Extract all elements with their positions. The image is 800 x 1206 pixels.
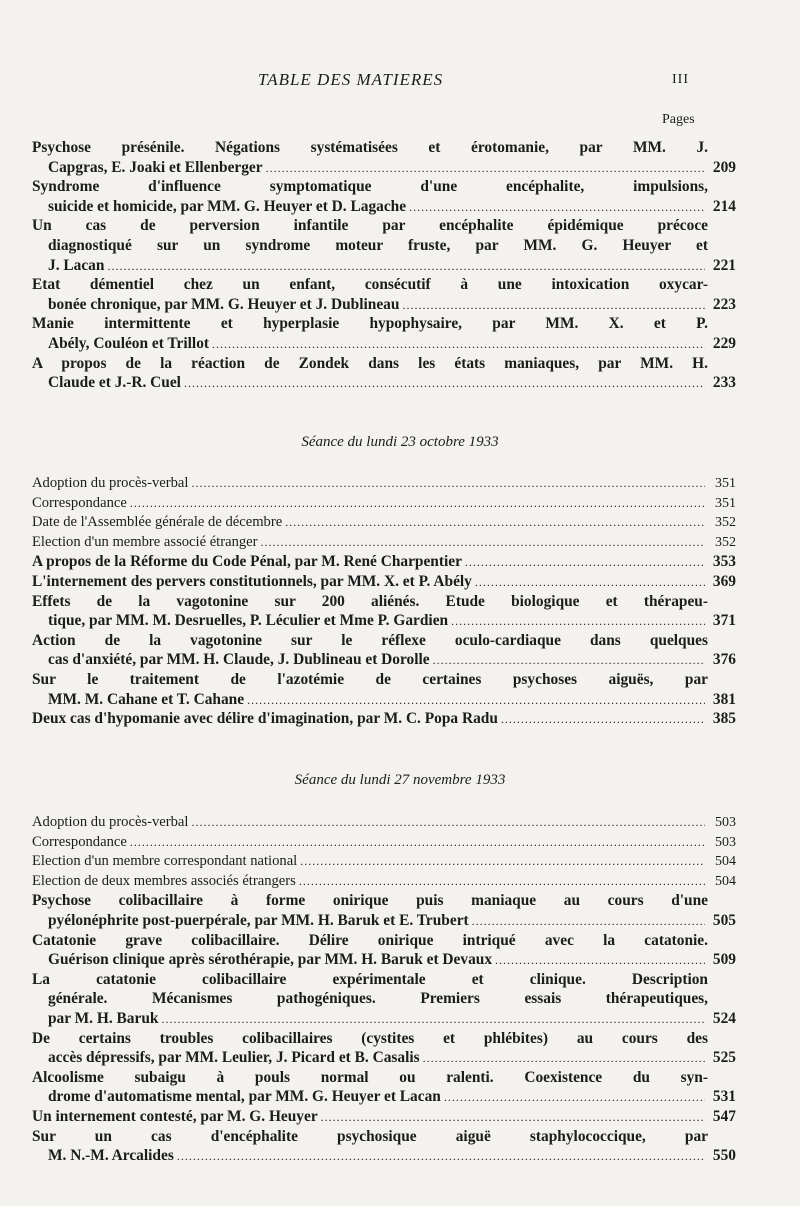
toc-page-number: 351 xyxy=(715,476,736,491)
toc-entry-title: Deux cas d'hypomanie avec délire d'imagination, par M. C. Popa Radu xyxy=(32,710,498,728)
dot-leader xyxy=(472,911,705,931)
toc-entry-title: Catatonie grave colibacillaire. Délire onirique intriqué avec la catatonie. xyxy=(32,931,708,949)
toc-entry-continuation: pyélonéphrite post-puerpérale, par MM. H. Baruk et E. Trubert xyxy=(48,911,469,929)
dot-leader xyxy=(423,1048,705,1068)
toc-entry-title: Un cas de perversion infantile par encéphalite épidémique précoce xyxy=(32,217,708,235)
toc-page-number: 214 xyxy=(712,197,736,215)
toc-section-23-octobre xyxy=(0,474,800,729)
dot-leader xyxy=(402,295,705,315)
toc-page-number: 504 xyxy=(715,873,736,889)
toc-page-number: 525 xyxy=(712,1049,736,1067)
dot-leader xyxy=(130,494,705,514)
toc-page-number: 509 xyxy=(712,951,736,969)
toc-page-number: 505 xyxy=(712,911,736,929)
toc-entry-continuation: Abély, Couléon et Trillot xyxy=(48,334,210,352)
toc-entry-title: Psychose présénile. Négations systématisées et érotomanie, par MM. J. xyxy=(32,139,708,156)
toc-entry xyxy=(0,1068,800,1107)
dot-leader xyxy=(444,1087,705,1107)
toc-entry-continuation: accès dépressifs, par MM. Leulier, J. Picard et B. Casalis xyxy=(48,1049,420,1067)
toc-entry-continuation: Claude et J.-R. Cuel xyxy=(48,374,181,392)
toc-entry xyxy=(0,572,800,592)
dot-leader xyxy=(266,158,705,178)
toc-entry-title: Adoption du procès-verbal xyxy=(32,814,189,830)
toc-entry-title: Syndrome d'influence symptomatique d'une encéphalite, impulsions, xyxy=(32,178,708,196)
section-heading-23-octobre: Séance du lundi 23 octobre 1933 xyxy=(301,434,499,450)
toc-entry xyxy=(0,216,800,275)
toc-entry-continuation: MM. M. Cahane et T. Cahane xyxy=(48,690,245,708)
toc-entry xyxy=(0,709,800,729)
toc-entry-continuation: bonée chronique, par MM. G. Heuyer et J. Dublineau xyxy=(48,295,400,313)
toc-page-number: 369 xyxy=(712,572,736,590)
toc-entry-continuation: Capgras, E. Joaki et Ellenberger xyxy=(48,158,263,176)
toc-entry xyxy=(0,177,800,216)
toc-page-number: 209 xyxy=(712,158,736,176)
dot-leader xyxy=(130,833,705,853)
toc-section-previous xyxy=(0,138,800,393)
toc-entry-title: Election d'un membre associé étranger xyxy=(32,533,258,550)
toc-entry xyxy=(0,513,800,533)
dot-leader xyxy=(495,950,705,970)
dot-leader xyxy=(321,1107,705,1127)
pages-column-label: Pages xyxy=(662,112,695,127)
toc-page-number: 524 xyxy=(712,1009,736,1027)
toc-page-number: 353 xyxy=(712,553,736,571)
toc-entry-title: Adoption du procès-verbal xyxy=(32,475,189,491)
toc-entry-continuation: cas d'anxiété, par MM. H. Claude, J. Dublineau et Dorolle xyxy=(48,651,430,669)
toc-entry-continuation: diagnostiqué sur un syndrome moteur fruste, par MM. G. Heuyer et xyxy=(48,236,708,254)
toc-entry-continuation: par M. H. Baruk xyxy=(48,1009,159,1027)
dot-leader xyxy=(247,690,705,710)
toc-entry-title: Un internement contesté, par M. G. Heuyer xyxy=(32,1107,318,1125)
toc-entry-title: Psychose colibacillaire à forme onirique puis maniaque au cours d'une xyxy=(32,892,708,910)
toc-page-number: 503 xyxy=(715,815,736,830)
toc-page-number: 504 xyxy=(715,854,736,870)
dot-leader xyxy=(300,852,705,872)
running-header xyxy=(0,70,800,94)
toc-entry xyxy=(0,138,800,177)
toc-entry-title: Effets de la vagotonine sur 200 aliénés. Etude biologique et thérapeu- xyxy=(32,592,708,610)
toc-entry xyxy=(0,631,800,670)
toc-page-number: 381 xyxy=(712,690,736,708)
running-title: TABLE DES MATIERES xyxy=(258,70,444,89)
toc-page-number: 352 xyxy=(715,534,736,550)
toc-entry xyxy=(0,1107,800,1127)
toc-page-number: 352 xyxy=(715,515,736,531)
dot-leader xyxy=(465,552,705,572)
dot-leader xyxy=(212,334,705,354)
toc-entry xyxy=(0,552,800,572)
toc-page-number: 371 xyxy=(712,612,736,630)
toc-entry-continuation: J. Lacan xyxy=(48,256,105,274)
dot-leader xyxy=(433,650,705,670)
dot-leader xyxy=(107,256,705,276)
toc-page-number: 547 xyxy=(712,1107,736,1125)
toc-entry xyxy=(0,1127,800,1166)
toc-entry xyxy=(0,275,800,314)
toc-entry xyxy=(0,931,800,970)
dot-leader xyxy=(299,872,705,892)
toc-entry-title: Action de la vagotonine sur le réflexe oculo-cardiaque dans quelques xyxy=(32,631,708,649)
toc-entry xyxy=(0,891,800,930)
toc-entry-continuation: suicide et homicide, par MM. G. Heuyer et D. Lagache xyxy=(48,197,407,215)
dot-leader xyxy=(184,373,705,393)
toc-entry xyxy=(0,833,800,853)
dot-leader xyxy=(501,709,705,729)
toc-entry xyxy=(0,474,800,494)
toc-entry xyxy=(0,852,800,872)
toc-entry-continuation: drome d'automatisme mental, par MM. G. Heuyer et Lacan xyxy=(48,1088,441,1106)
toc-section-27-novembre xyxy=(0,813,800,1166)
toc-page-number: 550 xyxy=(712,1147,736,1165)
toc-entry-title: Correspondance xyxy=(32,833,127,850)
dot-leader xyxy=(409,197,705,217)
dot-leader xyxy=(161,1009,705,1029)
toc-entry xyxy=(0,314,800,353)
toc-entry xyxy=(0,970,800,1029)
toc-entry-title: Election d'un membre correspondant national xyxy=(32,853,298,870)
toc-page-number: 385 xyxy=(712,710,736,728)
toc-page-number: 233 xyxy=(712,374,736,392)
toc-page-number: 531 xyxy=(712,1088,736,1106)
toc-entry-title: A propos de la réaction de Zondek dans les états maniaques, par MM. H. xyxy=(32,354,708,372)
dot-leader xyxy=(285,513,705,533)
toc-page-number: 223 xyxy=(712,295,736,313)
toc-page-number: 351 xyxy=(715,495,736,511)
toc-entry-continuation: générale. Mécanismes pathogéniques. Premiers essais thérapeutiques, xyxy=(48,990,708,1008)
dot-leader xyxy=(191,474,705,494)
toc-entry-title: A propos de la Réforme du Code Pénal, par M. René Charpentier xyxy=(32,553,462,571)
toc-entry xyxy=(0,1029,800,1068)
toc-entry-title: Alcoolisme subaigu à pouls normal ou ralenti. Coexistence du syn- xyxy=(32,1068,708,1086)
toc-entry-continuation: Guérison clinique après sérothérapie, par MM. H. Baruk et Devaux xyxy=(48,951,493,969)
toc-page-number: 229 xyxy=(712,334,736,352)
toc-entry-title: Sur un cas d'encéphalite psychosique aiguë staphylococcique, par xyxy=(32,1127,708,1145)
dot-leader xyxy=(191,813,705,833)
toc-entry-title: Date de l'Assemblée générale de décembre xyxy=(32,514,283,531)
toc-entry xyxy=(0,533,800,553)
toc-entry xyxy=(0,670,800,709)
dot-leader xyxy=(451,611,705,631)
toc-page-number: 376 xyxy=(712,651,736,669)
toc-entry xyxy=(0,354,800,393)
toc-entry-title: Correspondance xyxy=(32,494,127,511)
section-heading-27-novembre: Séance du lundi 27 novembre 1933 xyxy=(294,772,506,788)
toc-entry-continuation: M. N.-M. Arcalides xyxy=(48,1147,174,1165)
toc-entry-title: Etat démentiel chez un enfant, consécutif à une intoxication oxycar- xyxy=(32,276,708,294)
toc-page-number: 503 xyxy=(715,834,736,850)
page-number: III xyxy=(672,72,689,87)
toc-entry-title: Sur le traitement de l'azotémie de certaines psychoses aiguës, par xyxy=(32,670,708,688)
toc-entry-title: La catatonie colibacillaire expérimentale et clinique. Description xyxy=(32,970,708,988)
toc-entry xyxy=(0,494,800,514)
toc-page-number: 221 xyxy=(712,256,736,274)
toc-entry xyxy=(0,872,800,892)
toc-entry-title: Election de deux membres associés étrangers xyxy=(32,872,296,889)
toc-entry-title: Manie intermittente et hyperplasie hypophysaire, par MM. X. et P. xyxy=(32,315,708,333)
dot-leader xyxy=(177,1146,705,1166)
toc-entry xyxy=(0,592,800,631)
toc-entry-title: L'internement des pervers constitutionnels, par MM. X. et P. Abély xyxy=(32,572,472,590)
dot-leader xyxy=(261,533,706,553)
toc-entry-title: De certains troubles colibacillaires (cystites et phlébites) au cours des xyxy=(32,1029,708,1047)
dot-leader xyxy=(475,572,705,592)
toc-entry-continuation: tique, par MM. M. Desruelles, P. Léculier et Mme P. Gardien xyxy=(48,612,449,630)
toc-entry xyxy=(0,813,800,833)
